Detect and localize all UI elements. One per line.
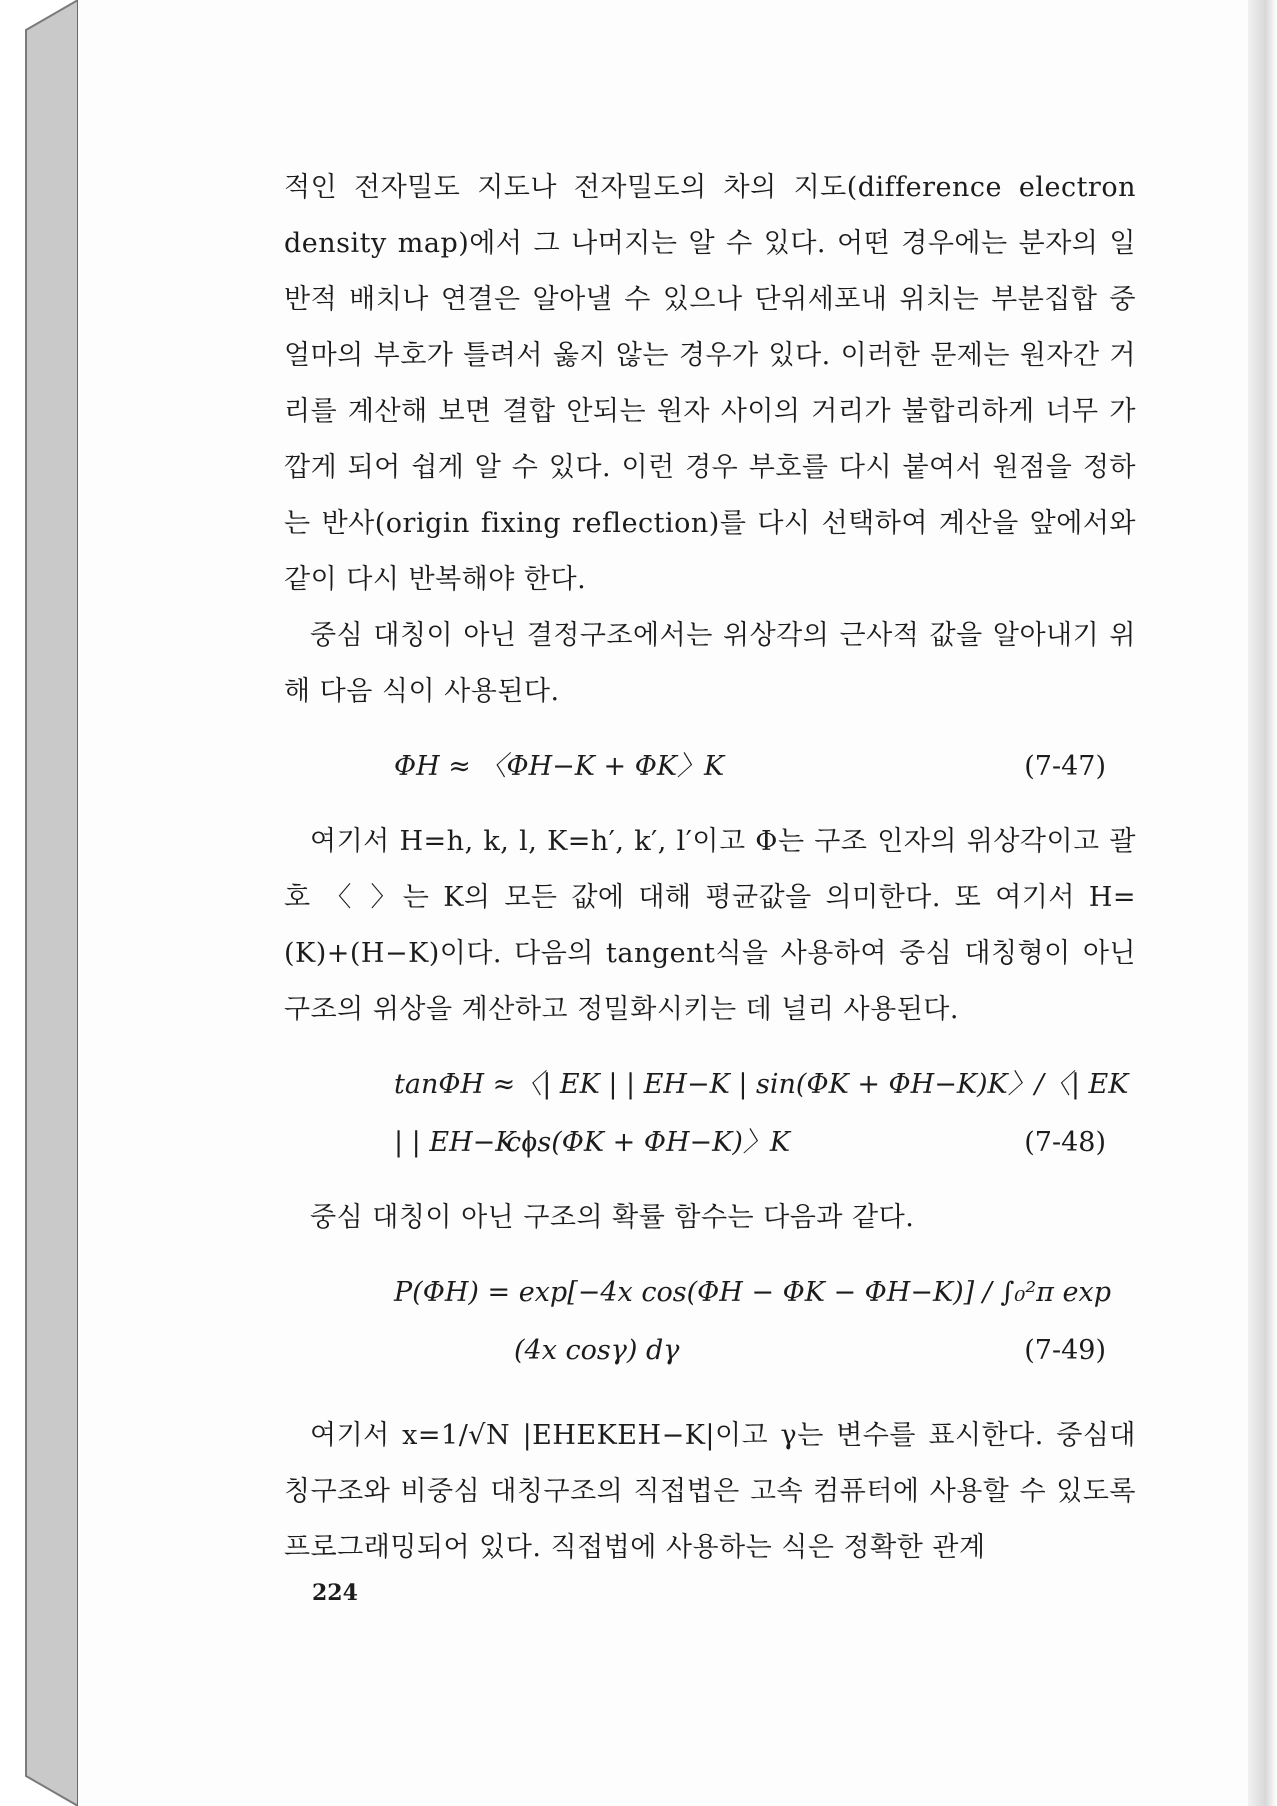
equation-7-48-line-2: [284, 1114, 1136, 1172]
paragraph-4: 중심 대칭이 아닌 구조의 확률 함수는 다음과 같다.: [310, 1202, 915, 1233]
paragraph-2: 중심 대칭이 아닌 결정구조에서는 위상각의 근사적 값을 알아내기 위해 다음 식이 사용된다.: [284, 620, 1136, 707]
equation-7-49-line-1: [284, 1264, 1136, 1322]
equation-formula: ΦH ≈ 〈ΦH−K + ΦK〉K: [394, 751, 725, 782]
paragraph-3: 여기서 H=h, k, l, K=h′, k′, l′이고 Φ는 구조 인자의 위상각이고 괄호 〈 〉는 K의 모든 값에 대해 평균값을 의미한다. 또 여기서 H=(K)+(H−K)이다. 다음의 tangent식을 사용하여 중심 대칭형이 아닌 구조의 위상을 계산하고 정밀화시키는 데 널리 사용된다.: [284, 826, 1136, 1025]
page-edge-shadow: [1248, 0, 1277, 1806]
equation-number: (7-49): [1024, 1335, 1106, 1366]
equation-formula: P(ΦH) = exp[−4x cos(ΦH − ΦK − ΦH−K)] / ∫₀²π exp: [394, 1277, 1112, 1308]
paragraph-5: 여기서 x=1/√N |EHEKEH−K|이고 γ는 변수를 표시한다. 중심대칭구조와 비중심 대칭구조의 직접법은 고속 컴퓨터에 사용할 수 있도록 프로그래밍되어 있다. 직접법에 사용하는 식은 정확한 관계: [284, 1420, 1136, 1563]
equation-formula: (4x cosγ) dγ: [514, 1335, 680, 1366]
page-content: [284, 160, 1136, 1576]
equation-number: (7-47): [1024, 751, 1106, 782]
page-number: 224: [312, 1580, 358, 1606]
paragraph-1: 적인 전자밀도 지도나 전자밀도의 차의 지도(difference electron density map)에서 그 나머지는 알 수 있다. 어떤 경우에는 분자의 일반적 배치나 연결은 알아낼 수 있으나 단위세포내 위치는 부분집합 중 얼마의 부호가 틀려서 옳지 않는 경우가 있다. 이러한 문제는 원자간 거리를 계산해 보면 결합 안되는 원자 사이의 거리가 불합리하게 너무 가깝게 되어 쉽게 알 수 있다. 이런 경우 부호를 다시 붙여서 원점을 정하는 반사(origin fixing reflection)를 다시 선택하여 계산을 앞에서와 같이 다시 반복해야 한다.: [284, 172, 1136, 595]
equation-formula: cos(ΦK + ΦH−K)〉K: [506, 1127, 791, 1158]
equation-7-49-line-2: [284, 1322, 1136, 1380]
equation-number: (7-48): [1024, 1127, 1106, 1158]
equation-7-47: [284, 738, 1136, 796]
equation-formula: tanΦH ≈〈| EK | | EH−K | sin(ΦK + ΦH−K)K〉/〈| EK | | EH−K |: [394, 1069, 1129, 1158]
